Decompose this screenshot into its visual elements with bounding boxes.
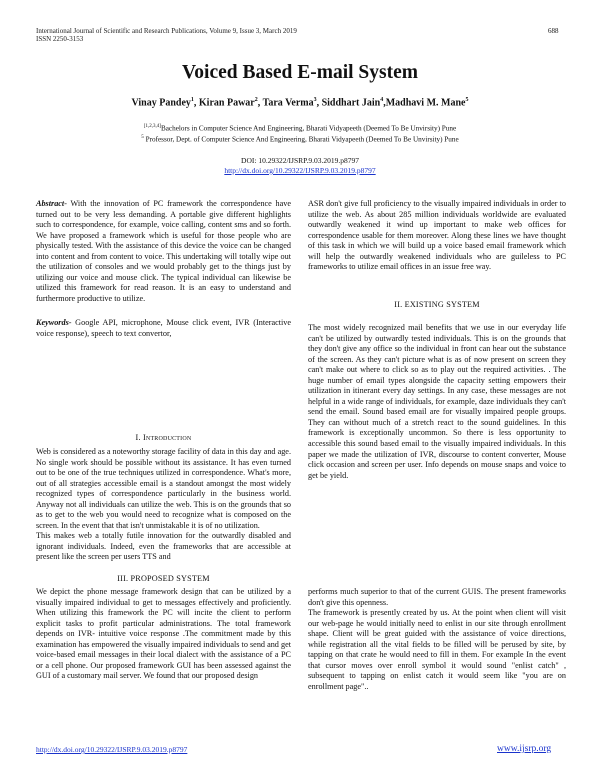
author-name: Madhavi M. Mane [385, 97, 466, 109]
paragraph: The most widely recognized mail benefits that we use in our everyday life can't be utilized by outwardly tested individuals. This is on the grounds that they don't give any office so the individual in front can hear out the substance of the screen. As they can't picture what is as of now present on screen they can't make out where to click so as to play out the required activities. . The huge number of email types alongside the capacity setting empowers their utilization in itinerant every day settings. In any case, these messages are not helpful in a wide range of individuals, for example, daze individuals they can't send the email. Sound based email are for visually impaired people groups. They can without much of a stretch react to the sound guidelines. In this framework is exceptionally uncommon. So there is less opportunity to accessible this sound based email to the visually impaired individuals. In this paper we made the utilization of IVR, discourse to content converter, Mouse click occasion and screen per user. Info depends on mouse snaps and voice to get be yield. [308, 323, 566, 480]
paragraph: This makes web a totally futile innovation for the outwardly disabled and ignorant individuals. Indeed, even the frameworks that are accessible at present like the screen per users TTS and [36, 531, 291, 562]
issn: ISSN 2250-3153 [36, 35, 84, 43]
existing-system-body [308, 323, 566, 481]
paragraph: The framework is presently created by us. At the point when client will visit our web-page he would initially need to enlist in our site through enrollment shape. Client will be great guided with the assistance of voice directions, while registration all the vital fields to be filled will be perused by site, by tapping on that crate he would need to fill in them. For example In the event that cursor moves over enroll symbol it would sound "enlist catch" , subsequent to tapping on enlist catch it would seem like "you are on enrollment page".. [308, 608, 566, 691]
doi-link[interactable]: http://dx.doi.org/10.29322/IJSRP.9.03.2019.p8797 [224, 166, 376, 175]
introduction-body [36, 447, 291, 563]
abstract-text: With the innovation of PC framework the correspondence have turned out to be very less demanding. A portable give different highlights such to correspondence, for example, voice calling, content sms and so forth. We have proposed a framework which is useful for those people who are physically tested. With the assistance of this device the voice can be changed into content and from content to voice. This undertaking will totally wipe out the utilization of consoles and we would probably get to the things just by utilizing our voice and mouse click. The typical individual can likewise be utilized this framework for read reason. It is an easy to understand and furthermore productive to utilize. [36, 199, 291, 303]
keywords-text: - Google API, microphone, Mouse click event, IVR (Interactive voice response), speech to text convertor, [36, 318, 291, 338]
page-number: 688 [548, 27, 559, 35]
author-name: Kiran Pawar [198, 97, 255, 109]
affiliation-text: Bachelors in Computer Science And Engineering, Bharati Vidyapeeth (Deemed To Be Unvirsity) Pune [160, 124, 457, 133]
section-heading-introduction [36, 433, 291, 442]
paragraph: Web is considered as a noteworthy storage facility of data in this day and age. No single work should be possible without its assistance. It has even turned out to be one of the true techniques utilized in correspondence. What's more, out of all strategies accessible email is a standout amongst the most widely recognized types of correspondence particularly in the business world. Anyway not all individuals can utilize the web. This is on the grounds that so as to get to the web you would need to recognize what is composed on the screen. In the event that that isn't unmistakable it is of no utilization. [36, 447, 291, 530]
section-heading-existing-system: II. EXISTING SYSTEM [394, 300, 480, 309]
introduction-continued [308, 199, 566, 273]
author-sup: 4 [380, 97, 384, 103]
affiliation [0, 124, 600, 132]
doi-text: DOI: 10.29322/IJSRP.9.03.2019.p8797 [241, 156, 359, 165]
section-title: Introduction [142, 433, 192, 442]
affiliation-sup: [1,2,3,4] [143, 124, 161, 129]
paragraph: ASR don't give full proficiency to the visually impaired individuals in order to utilize the web. As about 285 million individuals worldwide are evaluated outwardly weakened it wind up important to make web offices for correspondence usable for them moreover. Along these lines we have thought of this task in which we will build up a voice based email framework which will help the outwardly weakened individuals who are guileless to PC frameworks to utilize email offices in an issue free way. [308, 199, 566, 272]
author-sup: 3 [313, 97, 317, 103]
author-list: Vinay Pandey$^1$, Kiran Pawar$^2$, Tara Verma$^3$, Siddhart Jain$^4$,Madhavi M. Mane$^5$ [131, 97, 469, 109]
proposed-system-body [36, 587, 291, 682]
paragraph: performs much superior to that of the current GUIS. The present frameworks don't give this openness. [308, 587, 566, 607]
footer-site-link[interactable]: www.ijsrp.org [497, 744, 552, 754]
section-heading-proposed-system: III. PROPOSED SYSTEM [117, 574, 210, 583]
author-name: Siddhart Jain [321, 97, 381, 109]
paragraph: We depict the phone message framework design that can be utilized by a visually impaired individual to get to messages effectively and proficiently. When utilizing this framework the PC will incite the client to perform explicit tasks to profit particular administrations. The total framework depends on IVR- intuitive voice response .The commitment made by this examination has empowered the visually impaired individuals to send and get voice-based email messages in their local dialect with the assistance of a PC or a cell phone. Our proposed framework GUI has been assessed against the GUI of a customary mail server. We found that our proposed design [36, 587, 291, 681]
author-name: Tara Verma [262, 97, 314, 109]
author-name: Vinay Pandey [131, 97, 191, 109]
proposed-system-continued [308, 587, 566, 692]
paper-title: Voiced Based E-mail System [182, 62, 418, 83]
journal-info: International Journal of Scientific and Research Publications, Volume 9, Issue 3, March 2019 [36, 27, 297, 35]
section-number: I. [135, 433, 141, 442]
abstract [36, 199, 291, 304]
affiliation-text: Professor, Dept. of Computer Science And Engineering, Bharati Vidyapeeth (Deemed To Be Unvirsity) Pune [145, 135, 459, 144]
footer-doi-link[interactable]: http://dx.doi.org/10.29322/IJSRP.9.03.2019.p8797 [36, 745, 188, 754]
affiliation-sup: 5 [141, 135, 144, 140]
keywords-label: Keywords [36, 318, 69, 327]
abstract-label: Abstract- [36, 199, 67, 208]
author-sup: 5 [465, 97, 469, 103]
author-sup: 2 [254, 97, 258, 103]
author-sup: 1 [190, 97, 194, 103]
keywords [36, 318, 291, 339]
affiliation [0, 135, 600, 143]
